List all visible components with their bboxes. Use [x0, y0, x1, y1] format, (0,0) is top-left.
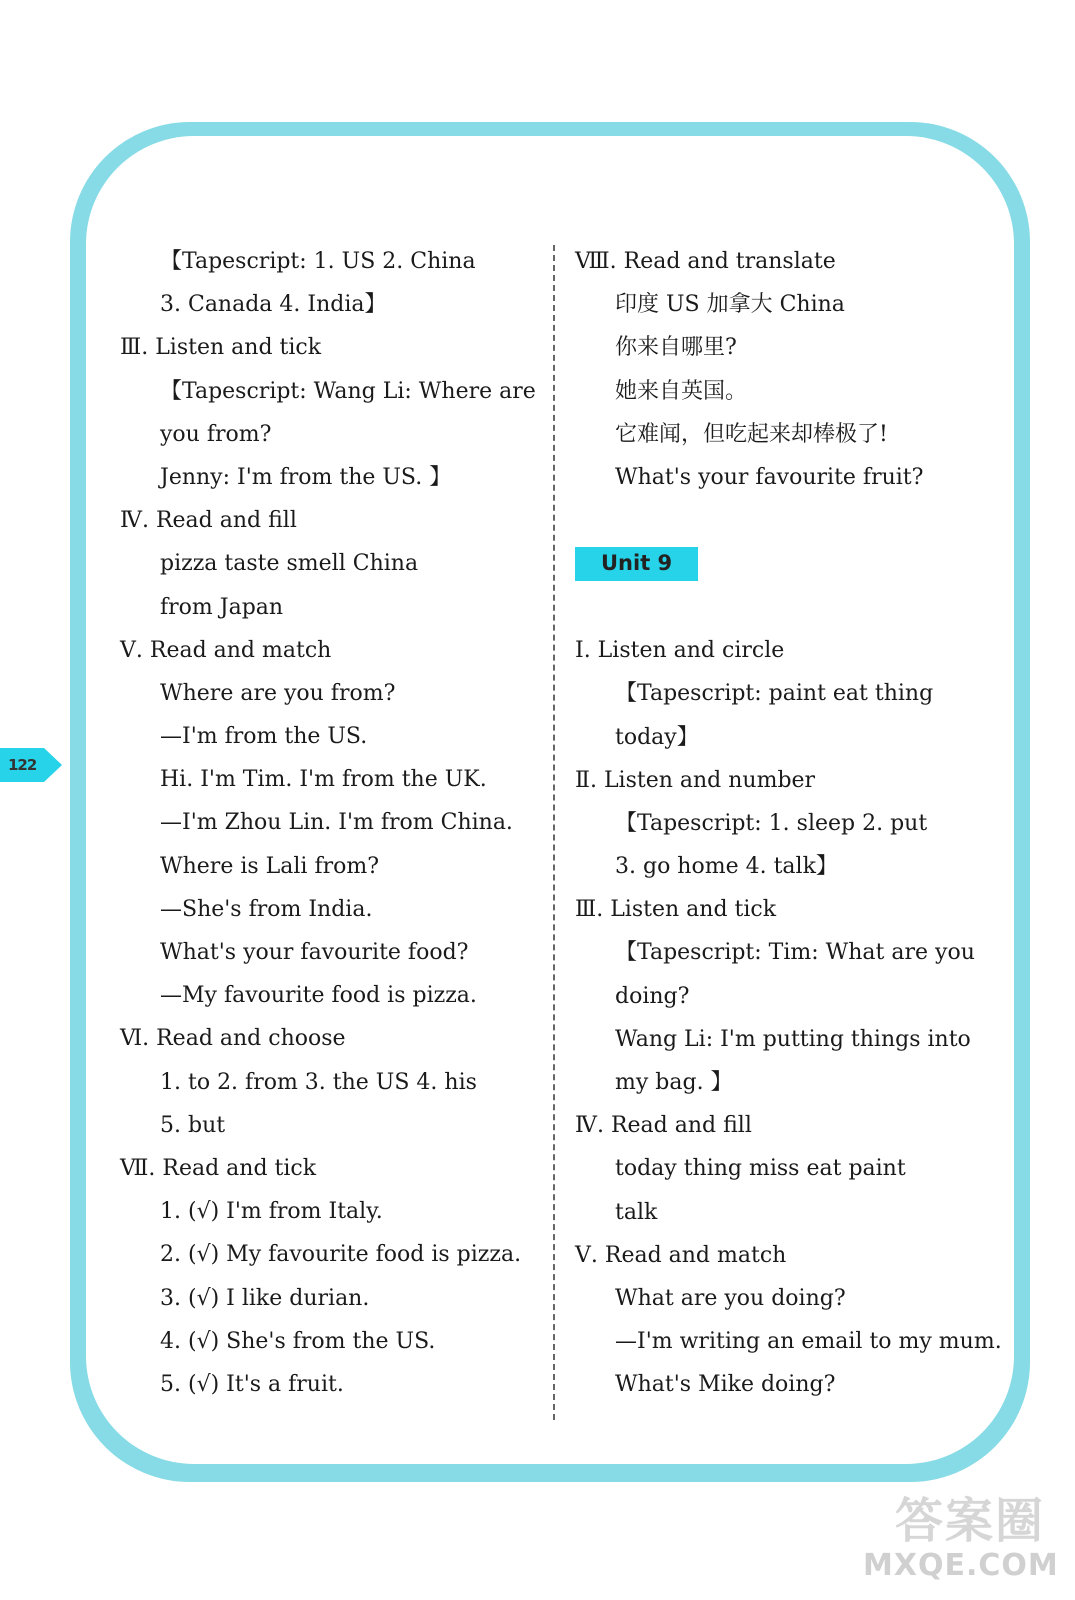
answer-line: from Japan: [160, 594, 284, 620]
unit-badge: Unit 9: [575, 547, 698, 581]
answer-line: my bag. 】: [615, 1070, 733, 1095]
answer-line: 【Tapescript: paint eat thing: [615, 681, 934, 707]
left-column: [120, 240, 540, 1406]
answer-line: —She's from India.: [160, 896, 373, 922]
answer-line: 【Tapescript: 1. sleep 2. put: [615, 810, 928, 836]
answer-line: doing?: [615, 983, 690, 1009]
section-heading: Ⅶ. Read and tick: [120, 1155, 317, 1181]
watermark: [855, 1482, 1059, 1592]
answer-line: —I'm Zhou Lin. I'm from China.: [160, 810, 513, 836]
section-heading: Ⅷ. Read and translate: [575, 249, 836, 274]
section-heading: Ⅳ. Read and fill: [120, 508, 297, 534]
section-heading: Ⅲ. Listen and tick: [575, 897, 777, 923]
answer-line: 【Tapescript: Wang Li: Where are: [160, 378, 536, 404]
section-heading: Ⅵ. Read and choose: [120, 1026, 346, 1052]
answer-line: 3. Canada 4. India】: [160, 292, 387, 318]
answer-line: Hi. I'm Tim. I'm from the UK.: [160, 767, 487, 793]
page-number: 122: [8, 756, 37, 774]
answer-line: 它难闻，但吃起来却棒极了!: [615, 421, 888, 447]
answer-line: you from?: [160, 421, 272, 447]
page-number-tab: [0, 748, 62, 782]
answer-line: 5. but: [160, 1112, 226, 1138]
answer-line: 【Tapescript: Tim: What are you: [615, 940, 975, 966]
answer-line: 你来自哪里?: [615, 335, 737, 361]
answer-line: pizza taste smell China: [160, 551, 419, 577]
answer-line: —My favourite food is pizza.: [160, 983, 477, 1009]
answer-line: 5. (√) It's a fruit.: [160, 1371, 344, 1397]
section-heading: Ⅴ. Read and match: [575, 1242, 787, 1268]
answer-line: talk: [615, 1199, 658, 1225]
answer-line: 4. (√) She's from the US.: [160, 1328, 436, 1354]
answer-line: 【Tapescript: 1. US 2. China: [160, 249, 476, 274]
answer-line: What's Mike doing?: [615, 1372, 836, 1398]
section-heading: Ⅱ. Listen and number: [575, 767, 816, 793]
spacer: [575, 499, 995, 529]
answer-line: 3. (√) I like durian.: [160, 1285, 370, 1311]
section-heading: Ⅰ. Listen and circle: [575, 638, 785, 664]
section-heading: Ⅳ. Read and fill: [575, 1113, 752, 1139]
answer-line: Jenny: I'm from the US. 】: [160, 464, 452, 490]
answer-line: Where are you from?: [160, 680, 396, 706]
answer-line: 她来自英国。: [615, 378, 748, 404]
answer-line: 印度 US 加拿大 China: [615, 292, 845, 318]
answer-line: Where is Lali from?: [160, 853, 380, 879]
answer-line: 3. go home 4. talk】: [615, 854, 838, 880]
section-heading: Ⅲ. Listen and tick: [120, 335, 322, 361]
right-column: [575, 240, 1002, 1407]
answer-line: 1. (√) I'm from Italy.: [160, 1199, 383, 1225]
answer-line: 1. to 2. from 3. the US 4. his: [160, 1069, 477, 1095]
section-heading: Ⅴ. Read and match: [120, 637, 332, 663]
watermark-site: MXQE.COM: [863, 1548, 1059, 1583]
answer-line: today】: [615, 724, 699, 750]
answer-line: Wang Li: I'm putting things into: [615, 1026, 971, 1052]
answer-line: 2. (√) My favourite food is pizza.: [160, 1242, 522, 1268]
answer-line: What's your favourite fruit?: [615, 464, 924, 490]
answer-line: —I'm from the US.: [160, 724, 368, 750]
answer-line: What are you doing?: [615, 1285, 846, 1311]
unit-heading-row: [575, 529, 995, 599]
spacer: [575, 599, 995, 629]
answer-line: today thing miss eat paint: [615, 1156, 906, 1182]
column-divider: [553, 245, 555, 1420]
watermark-logo-text: 答案圈: [895, 1493, 1046, 1549]
answer-line: —I'm writing an email to my mum.: [615, 1329, 1002, 1355]
answer-line: What's your favourite food?: [160, 940, 469, 965]
